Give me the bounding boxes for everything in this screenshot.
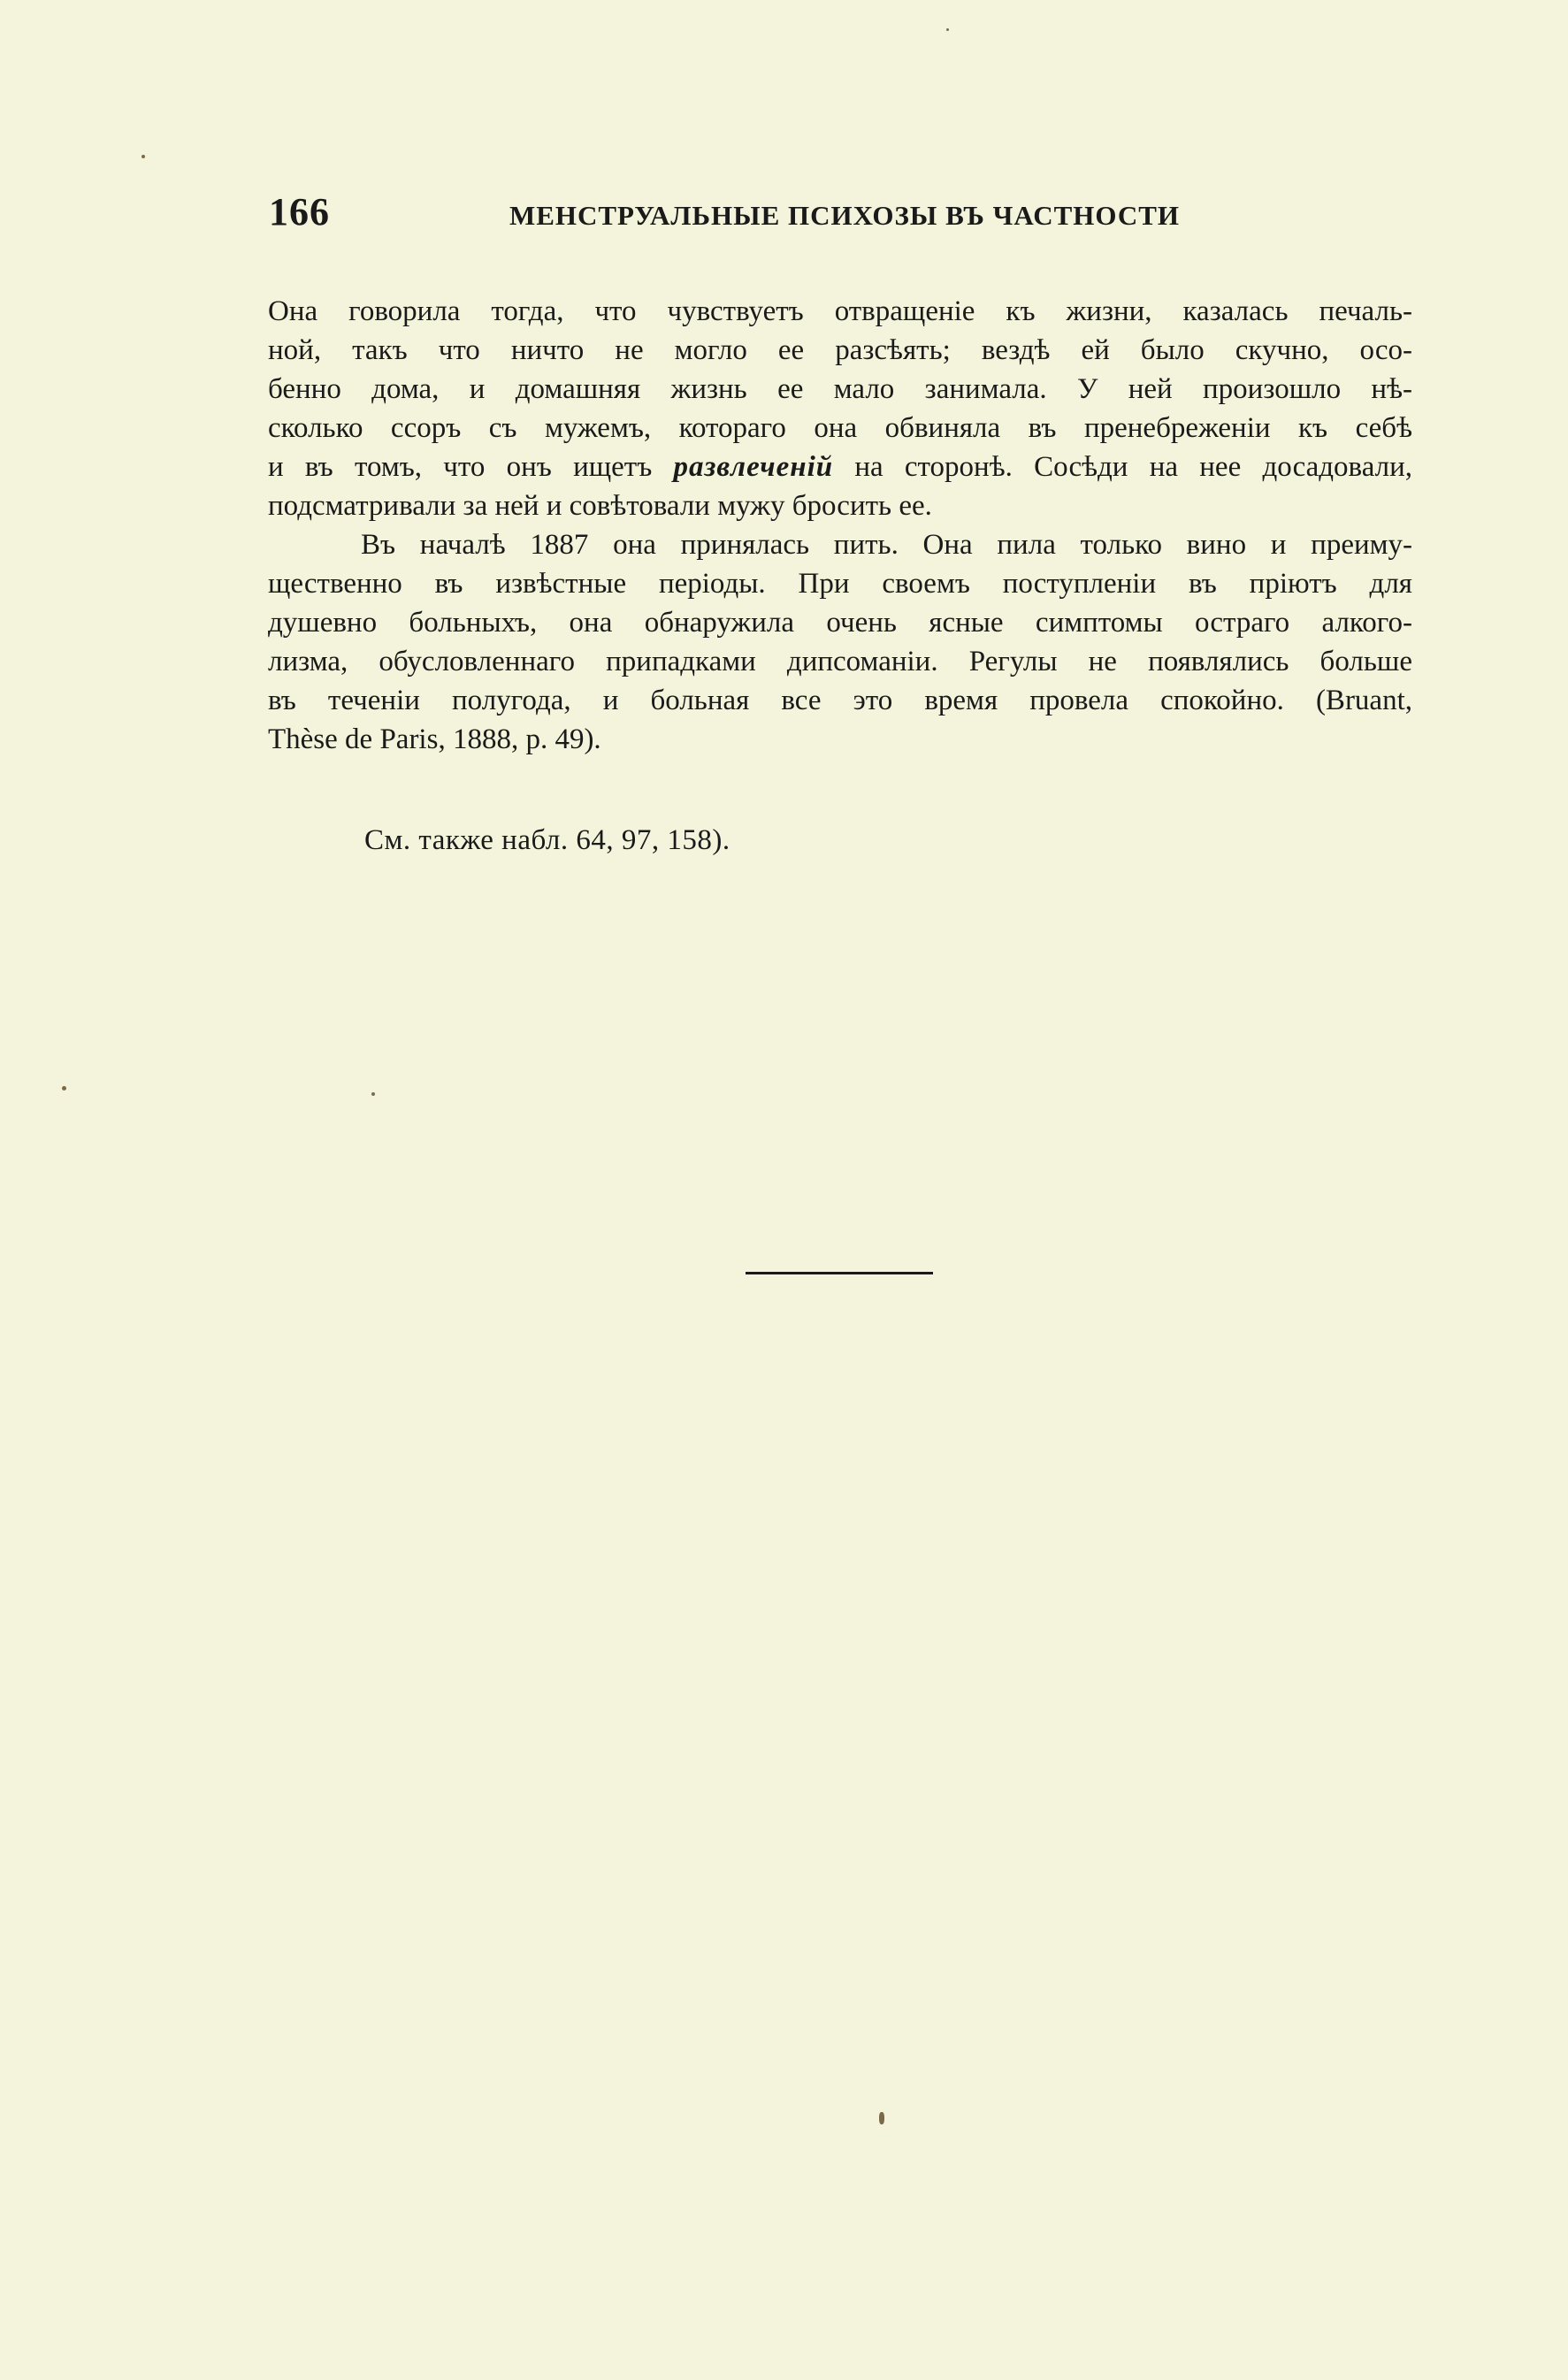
text-line: щественно въ извѣстные періоды. При своемъ поступленіи въ пріютъ для: [268, 568, 1412, 600]
paper-speck: [879, 2112, 884, 2124]
text-line: подсматривали за ней и совѣтовали мужу бросить ее.: [268, 490, 932, 522]
emphasized-word: развлеченій: [673, 451, 834, 483]
text-fragment: и въ томъ, что онъ ищетъ: [268, 451, 653, 483]
text-fragment: на сторонѣ. Сосѣди на нее досадовали,: [854, 451, 1413, 483]
running-title: МЕНСТРУАЛЬНЫЕ ПСИХОЗЫ ВЪ ЧАСТНОСТИ: [509, 200, 1181, 231]
text-line: сколько ссоръ съ мужемъ, котораго она обвиняла въ пренебреженіи къ себѣ: [268, 412, 1412, 444]
paper-speck: [371, 1092, 375, 1096]
text-line: душевно больныхъ, она обнаружила очень ясные симптомы остраго алкого-: [268, 607, 1412, 639]
see-also-reference: См. также набл. 64, 97, 158).: [364, 824, 730, 856]
paragraph-1: [268, 292, 1412, 525]
page-number: 166: [269, 190, 330, 233]
section-divider-rule: [746, 1272, 933, 1274]
text-line: лизма, обусловленнаго припадками дипсоманіи. Регулы не появлялись больше: [268, 646, 1412, 677]
paragraph-2: [268, 525, 1412, 759]
text-line: ной, такъ что ничто не могло ее разсѣять; вездѣ ей было скучно, осо-: [268, 334, 1412, 366]
paper-speck: [946, 28, 949, 31]
text-line: Она говорила тогда, что чувствуетъ отвращеніе къ жизни, казалась печаль-: [268, 295, 1412, 327]
text-line: Thèse de Paris, 1888, p. 49).: [268, 723, 601, 755]
paper-speck: [62, 1086, 66, 1091]
text-line: [268, 448, 1412, 486]
text-line: бенно дома, и домашняя жизнь ее мало занимала. У ней произошло нѣ-: [268, 373, 1412, 405]
paper-speck: [142, 155, 145, 158]
body-text: [268, 292, 1412, 759]
text-line: въ теченіи полугода, и больная все это время провела спокойно. (Bruant,: [268, 685, 1412, 716]
text-line: Въ началѣ 1887 она принялась пить. Она пила только вино и преиму-: [361, 529, 1412, 561]
